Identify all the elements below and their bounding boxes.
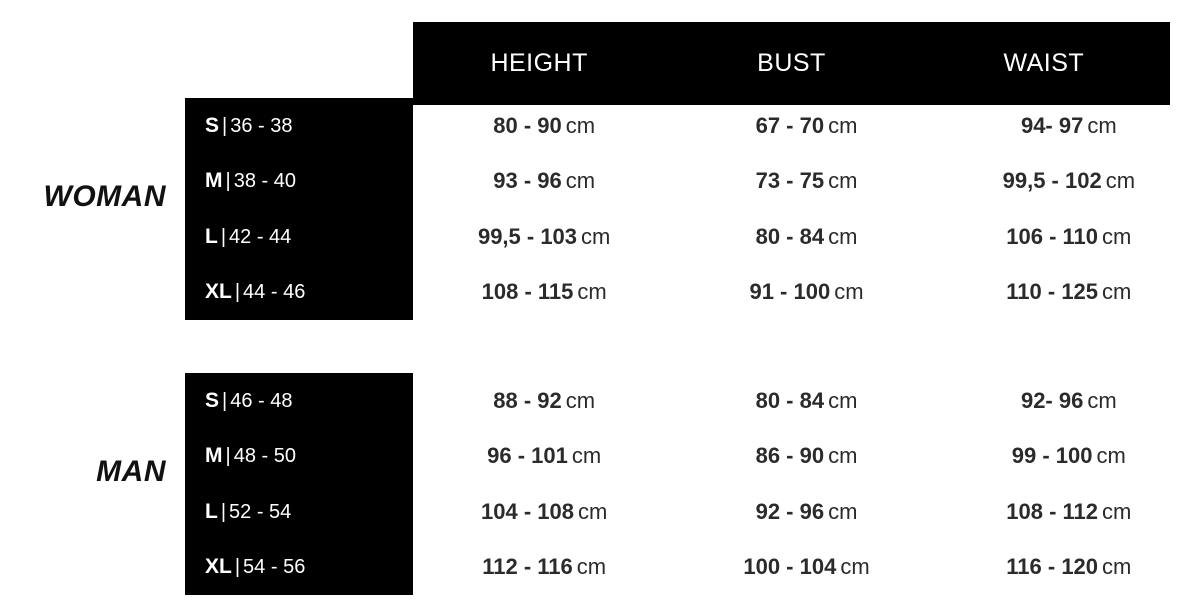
measure-value: 92 - 96: [755, 498, 825, 524]
measure-bust: [675, 113, 937, 139]
size-range: 38 - 40: [233, 170, 296, 193]
measure-bust: [675, 499, 937, 525]
column-header-height: HEIGHT: [490, 49, 588, 77]
measure-unit: cm: [1105, 168, 1136, 194]
measure-unit: cm: [1096, 443, 1126, 469]
measure-unit: cm: [1102, 498, 1132, 524]
table-row: [0, 373, 1200, 429]
measure-unit: cm: [565, 168, 596, 194]
table-group-woman: [0, 98, 1200, 320]
measure-height: [413, 554, 675, 580]
size-separator: |: [220, 500, 227, 523]
measure-waist: [938, 224, 1200, 250]
measure-height: [413, 388, 675, 414]
measure-waist: [938, 554, 1200, 580]
measure-height: [413, 443, 675, 469]
measure-bust: [675, 554, 937, 580]
size-range: 54 - 56: [243, 556, 306, 579]
measure-height: [413, 499, 675, 525]
measure-unit: cm: [577, 279, 607, 305]
table-header-row: [413, 22, 1170, 105]
measure-value: 99,5 - 102: [1002, 168, 1102, 194]
size-range: 42 - 44: [229, 225, 292, 248]
measure-value: 92- 96: [1020, 387, 1084, 413]
measure-unit: cm: [1087, 112, 1117, 138]
measure-value: 104 - 108: [481, 498, 574, 524]
size-range: 36 - 38: [230, 114, 293, 137]
size-label: L: [205, 499, 218, 523]
size-range: 44 - 46: [243, 281, 306, 304]
measure-bust: [675, 388, 937, 414]
measure-waist: [938, 113, 1200, 139]
measure-height: [413, 224, 675, 250]
size-label: S: [205, 388, 220, 412]
measure-value: 80 - 84: [755, 223, 825, 249]
measure-unit: cm: [828, 223, 858, 249]
size-label: L: [205, 224, 218, 248]
size-separator: |: [234, 281, 241, 304]
measure-value: 108 - 115: [481, 279, 574, 305]
measure-unit: cm: [828, 168, 858, 194]
column-header-bust: BUST: [757, 49, 826, 77]
measure-bust: [675, 168, 937, 194]
size-range: 52 - 54: [229, 500, 292, 523]
size-cell: [185, 280, 413, 304]
size-cell: [185, 555, 413, 579]
size-separator: |: [222, 114, 228, 137]
measure-unit: cm: [581, 223, 611, 249]
measure-height: [413, 168, 675, 194]
size-separator: |: [222, 389, 228, 412]
measure-value: 67 - 70: [755, 112, 825, 138]
measure-value: 73 - 75: [755, 168, 825, 194]
measure-waist: [938, 499, 1200, 525]
size-cell: [185, 389, 413, 413]
table-row: [0, 265, 1200, 321]
measure-unit: cm: [577, 498, 608, 524]
table-row: [0, 98, 1200, 154]
table-row: [0, 209, 1200, 265]
measure-value: 86 - 90: [755, 443, 825, 469]
size-range: 48 - 50: [233, 445, 296, 468]
size-cell: [185, 169, 413, 193]
measure-unit: cm: [576, 554, 607, 580]
measure-bust: [675, 279, 937, 305]
group-label-woman: WOMAN: [43, 180, 166, 213]
measure-unit: cm: [828, 443, 858, 469]
size-label: XL: [205, 555, 232, 579]
column-header-waist: WAIST: [1003, 49, 1085, 77]
measure-bust: [675, 443, 937, 469]
measure-unit: cm: [1087, 387, 1117, 413]
measure-unit: cm: [1102, 223, 1132, 249]
measure-value: 116 - 120: [1006, 554, 1099, 580]
size-range: 46 - 48: [230, 389, 293, 412]
measure-unit: cm: [1102, 279, 1132, 305]
measure-waist: [938, 443, 1200, 469]
measure-unit: cm: [828, 112, 858, 138]
table-group-man: [0, 373, 1200, 595]
measure-bust: [675, 224, 937, 250]
measure-value: 94- 97: [1020, 112, 1084, 138]
measure-height: [413, 279, 675, 305]
table-row: [0, 540, 1200, 596]
measure-value: 99,5 - 103: [477, 223, 578, 249]
measure-unit: cm: [828, 387, 858, 413]
measure-value: 112 - 116: [482, 554, 573, 580]
measure-unit: cm: [828, 498, 858, 524]
size-label: M: [205, 444, 223, 468]
measure-unit: cm: [834, 279, 864, 305]
size-label: S: [205, 113, 220, 137]
size-separator: |: [225, 445, 231, 468]
measure-value: 99 - 100: [1011, 443, 1093, 469]
measure-unit: cm: [840, 554, 870, 580]
size-separator: |: [220, 225, 227, 248]
size-cell: [185, 114, 413, 138]
table-row: [0, 484, 1200, 540]
measure-value: 100 - 104: [743, 554, 837, 580]
measure-value: 106 - 110: [1006, 223, 1099, 249]
size-separator: |: [225, 170, 231, 193]
size-label: XL: [205, 280, 232, 304]
table-row: [0, 154, 1200, 210]
table-row: [0, 429, 1200, 485]
measure-unit: cm: [571, 443, 602, 469]
measure-waist: [938, 388, 1200, 414]
size-cell: [185, 500, 413, 524]
measure-waist: [938, 279, 1200, 305]
measure-unit: cm: [565, 112, 596, 138]
size-separator: |: [234, 556, 241, 579]
measure-value: 80 - 84: [755, 387, 825, 413]
measure-value: 91 - 100: [749, 279, 831, 305]
measure-value: 96 - 101: [487, 443, 568, 469]
size-cell: [185, 444, 413, 468]
measure-value: 80 - 90: [493, 112, 562, 138]
size-label: M: [205, 169, 223, 193]
measure-value: 108 - 112: [1006, 498, 1099, 524]
measure-unit: cm: [565, 387, 596, 413]
group-label-man: MAN: [96, 455, 166, 488]
measure-unit: cm: [1102, 554, 1132, 580]
measure-value: 110 - 125: [1006, 279, 1099, 305]
measure-value: 88 - 92: [493, 387, 562, 413]
measure-height: [413, 113, 675, 139]
measure-waist: [938, 168, 1200, 194]
measure-value: 93 - 96: [493, 168, 562, 194]
size-cell: [185, 225, 413, 249]
